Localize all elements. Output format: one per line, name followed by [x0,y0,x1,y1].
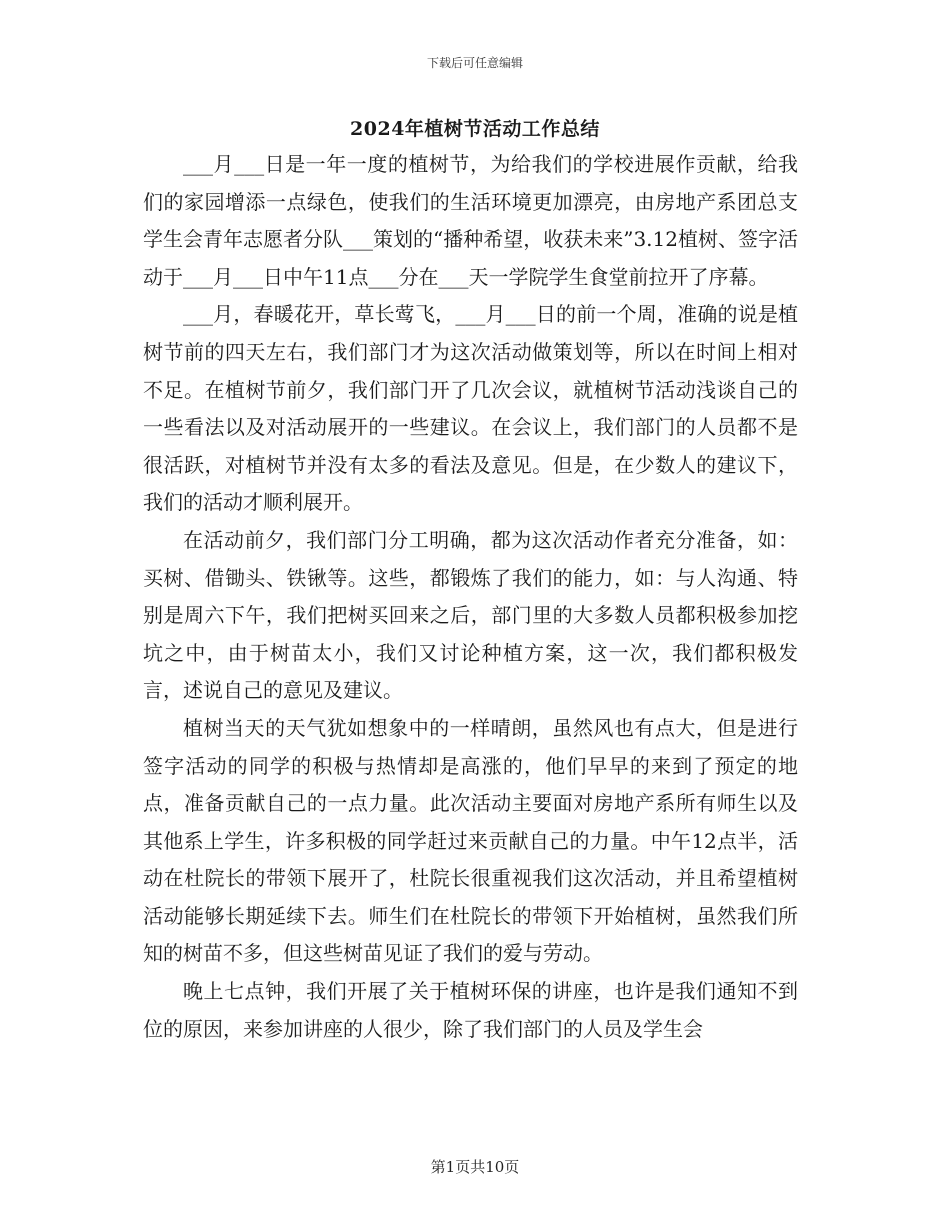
page-indicator: 第1页共10页 [430,1158,520,1176]
paragraph: ___月___日是一年一度的植树节，为给我们的学校进展作贡献，给我们的家园增添一点绿色，使我们的生活环境更加漂亮，由房地产系团总支学生会青年志愿者分队___策划的“播种希望，收获未来”3.12植树、签字活动于___月___日中午11点___分在___天一学院学生食堂前拉开了序幕。 [143,152,798,289]
document-title: 2024年植树节活动工作总结 [350,118,600,140]
header-note: 下载后可任意编辑 [426,56,523,70]
paragraph: ___月，春暖花开，草长莺飞，___月___日的前一个周，准确的说是植树节前的四天左右，我们部门才为这次活动做策划等，所以在时间上相对不足。在植树节前夕，我们部门开了几次会议，就植树节活动浅谈自己的一些看法以及对活动展开的一些建议。在会议上，我们部门的人员都不是很活跃，对植树节并没有太多的看法及意见。但是，在少数人的建议下，我们的活动才顺利展开。 [143,302,798,515]
document-body [143,146,798,1048]
paragraph: 晚上七点钟，我们开展了关于植树环保的讲座，也许是我们通知不到位的原因，来参加讲座的人很少，除了我们部门的人员及学生会 [143,979,798,1041]
paragraph: 植树当天的天气犹如想象中的一样晴朗，虽然风也有点大，但是进行签字活动的同学的积极与热情却是高涨的，他们早早的来到了预定的地点，准备贡献自己的一点力量。此次活动主要面对房地产系所有师生以及其他系上学生，许多积极的同学赶过来贡献自己的力量。中午12点半，活动在杜院长的带领下展开了，杜院长很重视我们这次活动，并且希望植树活动能够长期延续下去。师生们在杜院长的带领下开始植树，虽然我们所知的树苗不多，但这些树苗见证了我们的爱与劳动。 [143,715,798,966]
paragraph: 在活动前夕，我们部门分工明确，都为这次活动作者充分准备，如：买树、借锄头、铁锹等。这些，都锻炼了我们的能力，如：与人沟通、特别是周六下午，我们把树买回来之后，部门里的大多数人员都积极参加挖坑之中，由于树苗太小，我们又讨论种植方案，这一次，我们都积极发言，述说自己的意见及建议。 [143,527,798,703]
